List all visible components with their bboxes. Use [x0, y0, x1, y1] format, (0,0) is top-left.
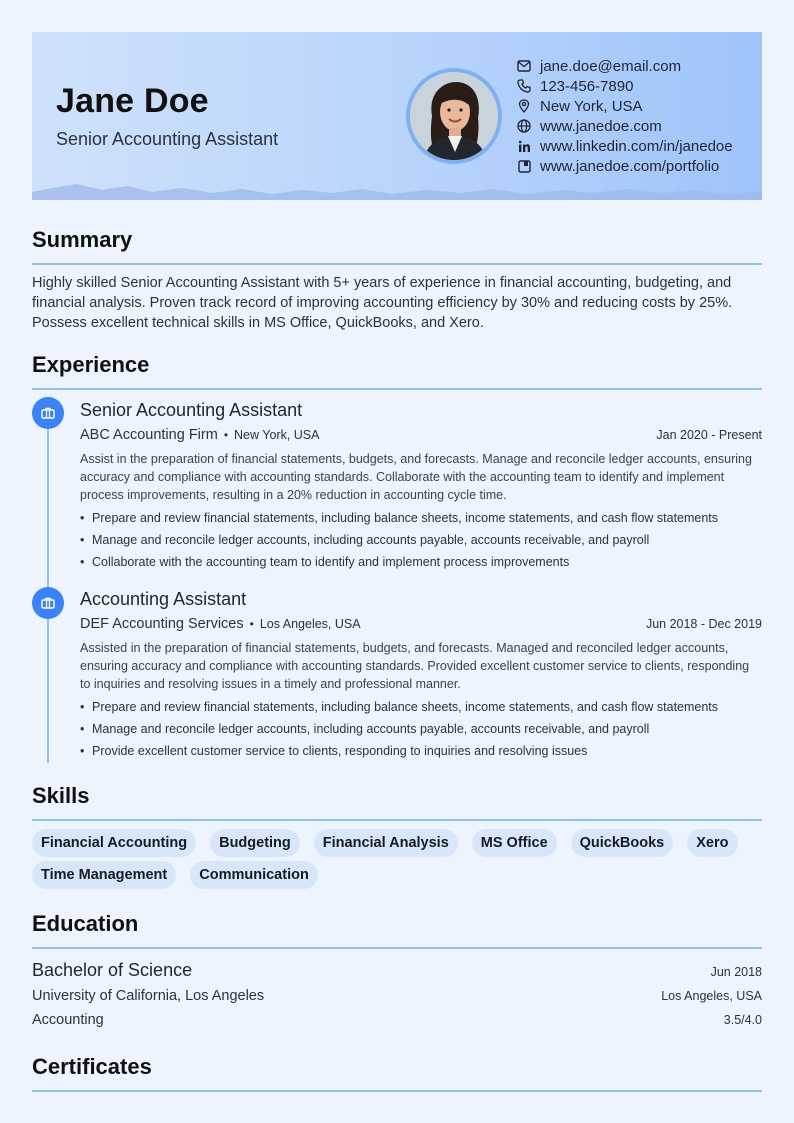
- contact-text: www.janedoe.com: [540, 117, 662, 135]
- job-title: Senior Accounting Assistant: [80, 400, 303, 420]
- skills-heading: Skills: [32, 783, 90, 808]
- job-bullet: • Provide excellent customer service to clients, responding to inquiries and resolving issues: [80, 740, 762, 762]
- education-gpa: 3.5/4.0: [723, 1013, 762, 1027]
- job-dates: Jan 2020 - Present: [656, 428, 762, 442]
- skill-chip: Xero: [687, 829, 737, 857]
- job-description: Assisted in the preparation of financial statements, budgets, and forecasts. Managed and reconciled ledger accounts, ensuring accuracy and compliance with accounting standards. Provided excellent customer service to clients, responding to inquiries and resolving issues in a timely and professional manner.: [80, 641, 750, 691]
- job-meta: [80, 615, 762, 637]
- certificates-heading: Certificates: [32, 1054, 152, 1079]
- education-field-row: [32, 1012, 762, 1028]
- contact-text: 123-456-7890: [540, 77, 634, 95]
- education-heading: Education: [32, 911, 139, 936]
- skills-list: [32, 829, 762, 889]
- skill-chip: Budgeting: [210, 829, 300, 857]
- skill-chip: MS Office: [472, 829, 557, 857]
- job-location: Los Angeles, USA: [259, 617, 361, 631]
- education-degree: Bachelor of Science: [32, 960, 193, 980]
- section-divider: [32, 819, 762, 821]
- job-meta: [80, 426, 762, 448]
- separator-dot: •: [249, 617, 254, 631]
- contact-text: jane.doe@email.com: [540, 57, 682, 75]
- education-degree-row: [32, 960, 762, 981]
- skill-chip: Time Management: [32, 861, 176, 889]
- contact-portfolio[interactable]: [516, 156, 733, 176]
- job-bullet: • Prepare and review financial statements, including balance sheets, income statements, and cash flow statements: [80, 696, 762, 718]
- contact-text: New York, USA: [540, 97, 643, 115]
- mail-icon: [516, 58, 532, 74]
- job-bullet: • Manage and reconcile ledger accounts, including accounts payable, accounts receivable, and payroll: [80, 529, 762, 551]
- skill-chip: Financial Accounting: [32, 829, 196, 857]
- briefcase-icon: [32, 587, 64, 619]
- education-location: Los Angeles, USA: [661, 989, 762, 1003]
- job-bullets: [80, 696, 762, 762]
- skill-chip: Communication: [190, 861, 318, 889]
- resume-header: [32, 32, 762, 200]
- contact-email[interactable]: [516, 56, 733, 76]
- linkedin-icon: [516, 138, 532, 154]
- job-entry: [80, 400, 762, 573]
- contact-list: [516, 56, 733, 176]
- job-bullets: [80, 507, 762, 573]
- contact-location: [516, 96, 733, 116]
- experience-heading: Experience: [32, 352, 150, 377]
- globe-icon: [516, 118, 532, 134]
- summary-heading: Summary: [32, 227, 133, 252]
- job-bullet: • Manage and reconcile ledger accounts, including accounts payable, accounts receivable, and payroll: [80, 718, 762, 740]
- job-bullet: • Prepare and review financial statements, including balance sheets, income statements, and cash flow statements: [80, 507, 762, 529]
- job-dates: Jun 2018 - Dec 2019: [645, 617, 762, 631]
- section-divider: [32, 388, 762, 390]
- location-icon: [516, 98, 532, 114]
- briefcase-icon: [32, 397, 64, 429]
- contact-text: www.linkedin.com/in/janedoe: [540, 137, 733, 155]
- contact-website[interactable]: [516, 116, 733, 136]
- job-location: New York, USA: [234, 428, 320, 442]
- contact-linkedin[interactable]: [516, 136, 733, 156]
- education-field: Accounting: [32, 1012, 104, 1028]
- contact-phone[interactable]: [516, 76, 733, 96]
- job-title: Accounting Assistant: [80, 589, 247, 609]
- job-company: DEF Accounting Services: [80, 616, 244, 632]
- section-divider: [32, 263, 762, 265]
- portfolio-icon: [516, 158, 532, 174]
- job-company: ABC Accounting Firm: [80, 427, 218, 443]
- section-divider: [32, 947, 762, 949]
- contact-text: www.janedoe.com/portfolio: [540, 157, 720, 175]
- section-divider: [32, 1090, 762, 1092]
- education-date: Jun 2018: [710, 965, 762, 979]
- separator-dot: •: [223, 428, 229, 442]
- education-school: University of California, Los Angeles: [32, 988, 265, 1004]
- summary-text: Highly skilled Senior Accounting Assistant with 5+ years of experience in financial accounting, budgeting, and financial analysis. Proven track record of improving accounting efficiency by 30% and reducing costs by 25%. Possess excellent technical skills in MS Office, QuickBooks, and Xero.: [32, 275, 733, 331]
- education-school-row: [32, 988, 762, 1004]
- portrait-image: [410, 72, 498, 160]
- job-bullet: • Collaborate with the accounting team to identify and implement process improvements: [80, 551, 762, 573]
- phone-icon: [516, 78, 532, 94]
- mountain-decoration: [32, 180, 762, 200]
- candidate-title: Senior Accounting Assistant: [56, 129, 279, 149]
- skill-chip: QuickBooks: [571, 829, 674, 857]
- job-description: Assist in the preparation of financial statements, budgets, and forecasts. Manage and reconcile ledger accounts, ensuring accuracy and compliance with accounting standards. Collaborate with the accounting team to identify and implement process improvements, resulting in a 20% reduction in accounting cycle time.: [80, 452, 752, 502]
- candidate-name: Jane Doe: [56, 82, 209, 120]
- skill-chip: Financial Analysis: [314, 829, 458, 857]
- job-entry: [80, 589, 762, 762]
- profile-photo: [406, 68, 502, 164]
